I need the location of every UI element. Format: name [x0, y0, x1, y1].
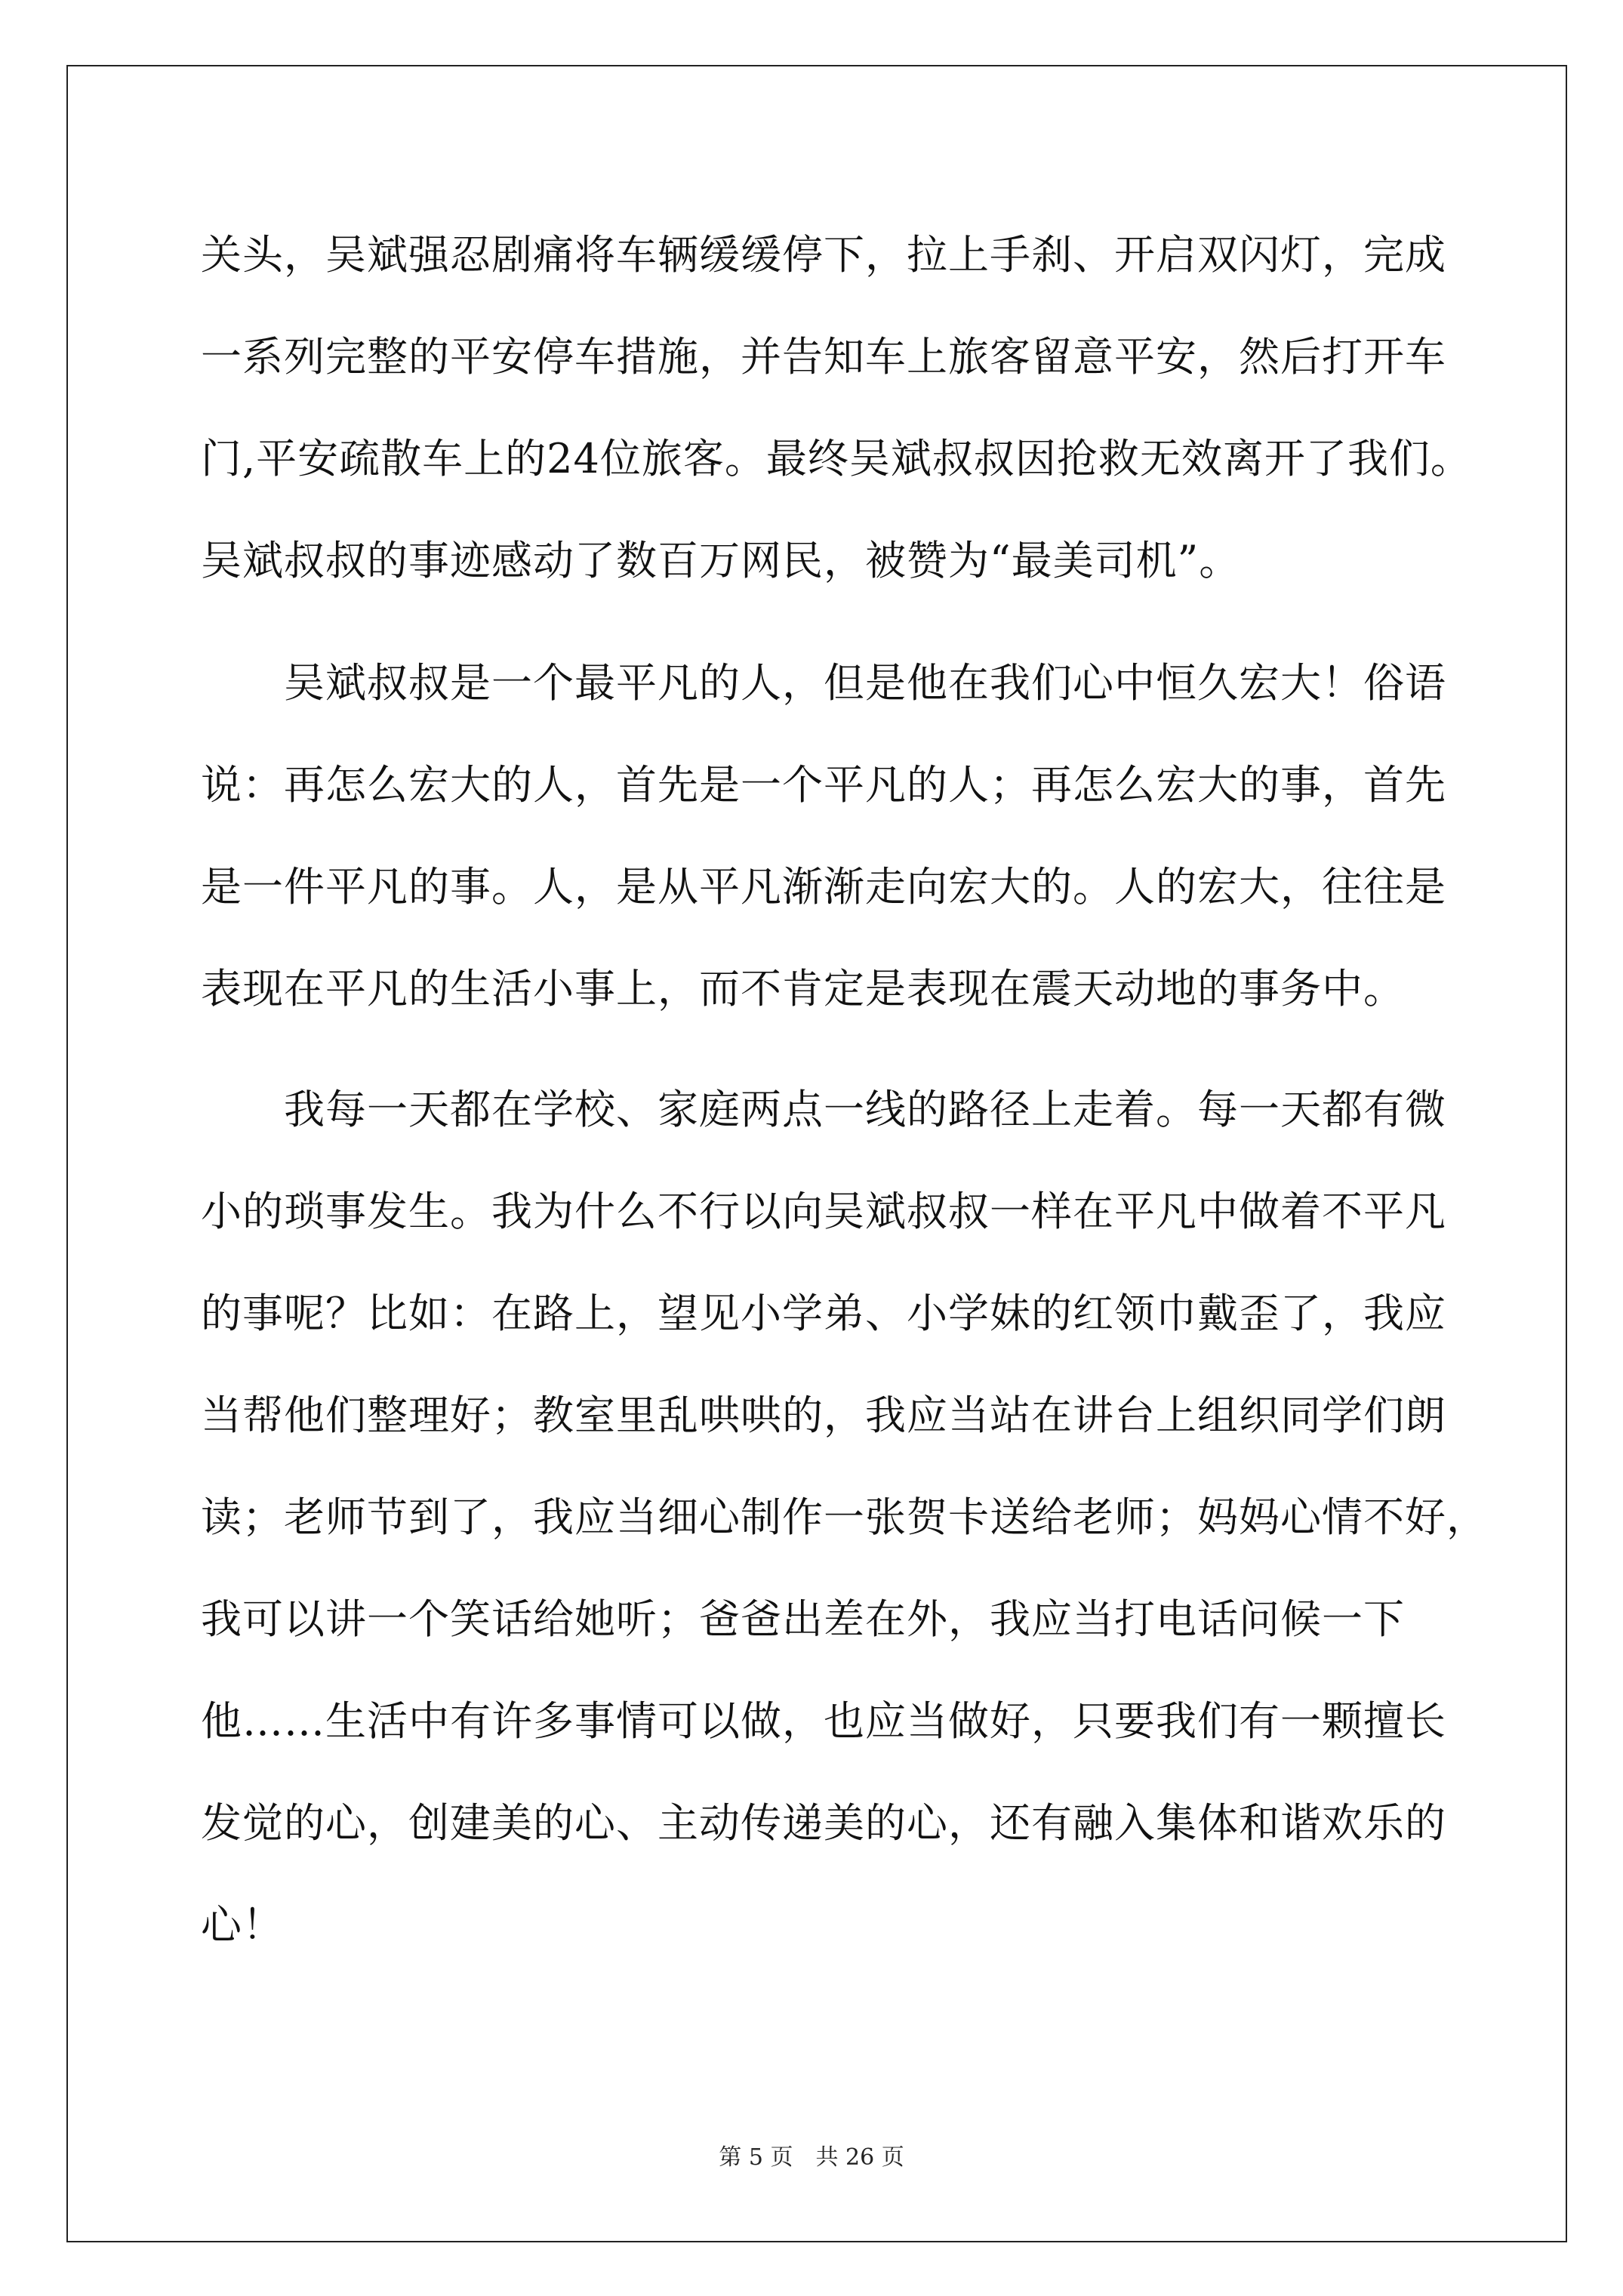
text-line-2: 一系列完整的平安停车措施，并告知车上旅客留意平安，然后打开车: [201, 333, 1446, 381]
text-line-6: 说：再怎么宏大的人，首先是一个平凡的人；再怎么宏大的事，首先: [201, 761, 1446, 809]
text-line-11: 的事呢？比如：在路上，望见小学弟、小学妹的红领巾戴歪了，我应: [201, 1290, 1446, 1337]
text-line-1: 关头，吴斌强忍剧痛将车辆缓缓停下，拉上手刹、开启双闪灯，完成: [201, 231, 1446, 279]
text-line-17: 心！: [201, 1901, 284, 1949]
page-footer: 第 5 页 共 26 页: [719, 2144, 904, 2171]
text-line-5: 吴斌叔叔是一个最平凡的人，但是他在我们心中恒久宏大！俗语: [284, 659, 1446, 707]
text-line-3: 门,平安疏散车上的24位旅客。最终吴斌叔叔因抢救无效离开了我们。: [201, 435, 1472, 482]
text-line-13: 读；老师节到了，我应当细心制作一张贺卡送给老师；妈妈心情不好，: [201, 1493, 1488, 1541]
text-line-4: 吴斌叔叔的事迹感动了数百万网民，被赞为“最美司机”。: [201, 537, 1241, 584]
text-line-14: 我可以讲一个笑话给她听；爸爸出差在外，我应当打电话问候一下: [201, 1595, 1405, 1643]
text-line-12: 当帮他们整理好；教室里乱哄哄的，我应当站在讲台上组织同学们朗: [201, 1391, 1446, 1439]
text-line-15: 他……生活中有许多事情可以做，也应当做好，只要我们有一颗擅长: [201, 1697, 1446, 1745]
text-line-8: 表现在平凡的生活小事上，而不肯定是表现在震天动地的事务中。: [201, 965, 1405, 1012]
text-line-7: 是一件平凡的事。人，是从平凡渐渐走向宏大的。人的宏大，往往是: [201, 863, 1446, 911]
text-line-16: 发觉的心，创建美的心、主动传递美的心，还有融入集体和谐欢乐的: [201, 1799, 1446, 1847]
text-line-9: 我每一天都在学校、家庭两点一线的路径上走着。每一天都有微: [284, 1086, 1446, 1133]
text-line-10: 小的琐事发生。我为什么不行以向吴斌叔叔一样在平凡中做着不平凡: [201, 1188, 1446, 1235]
